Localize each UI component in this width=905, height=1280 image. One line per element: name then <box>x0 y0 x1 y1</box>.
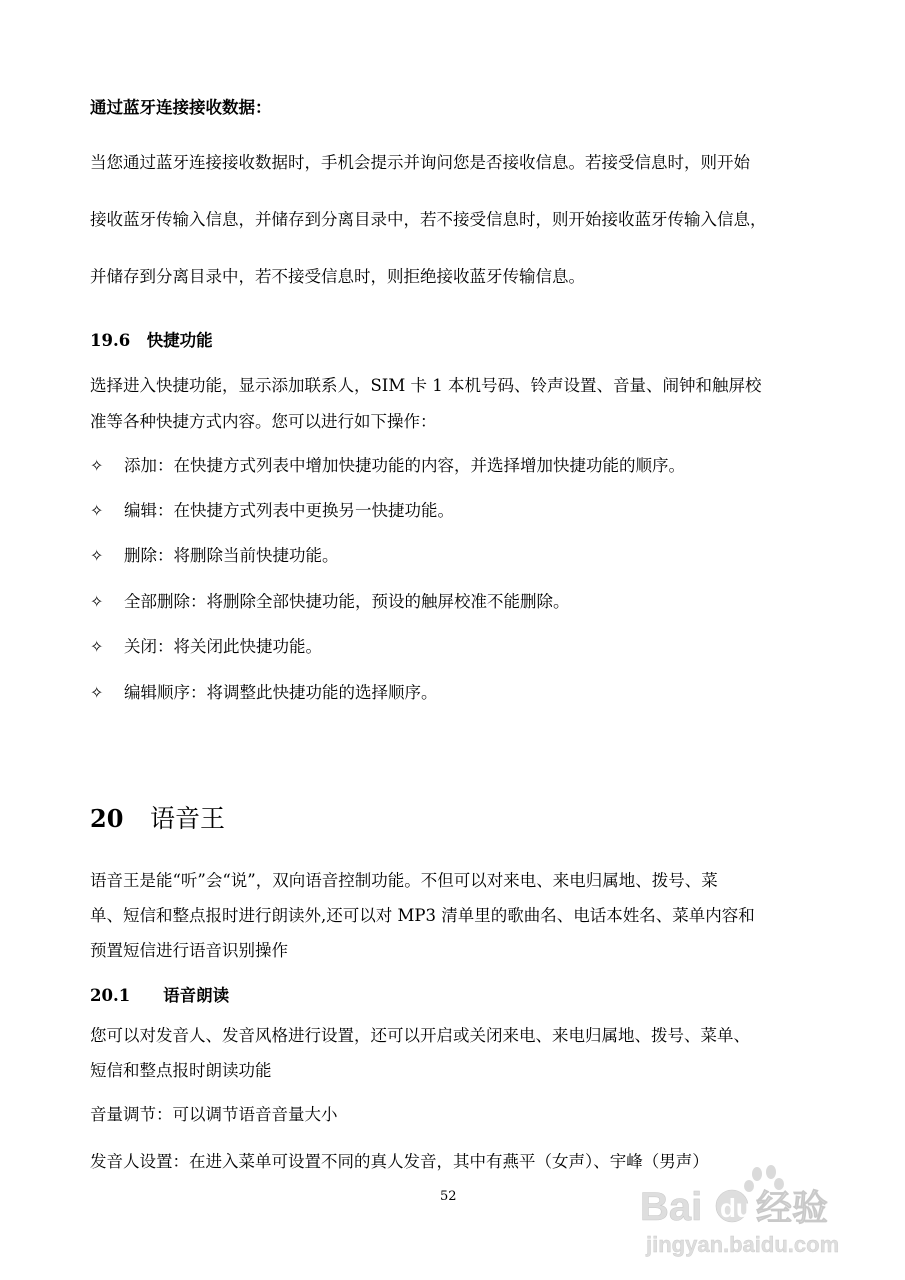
svg-text:jingyan.baidu.com: jingyan.baidu.com <box>646 1232 840 1257</box>
chapter-20-title: 语音王 <box>150 804 226 833</box>
shortcut-op-edit: 编辑：在快捷方式列表中更换另一快捷功能。 <box>124 501 454 520</box>
bullet-diamond-icon: ✧ <box>90 592 104 611</box>
page-number: 52 <box>440 1189 457 1204</box>
bullet-diamond-icon: ✧ <box>90 501 104 520</box>
bullet-diamond-icon: ✧ <box>90 637 104 656</box>
shortcut-op-delete-all: 全部删除：将删除全部快捷功能，预设的触屏校准不能删除。 <box>124 592 570 611</box>
bullet-diamond-icon: ✧ <box>90 546 104 565</box>
bt-paragraph-line-2: 接收蓝牙传输入信息，并储存到分离目录中，若不接受信息时，则开始接收蓝牙传输入信息， <box>90 210 767 229</box>
volume-adjust-line: 音量调节：可以调节语音音量大小 <box>90 1105 338 1124</box>
section-20-1-line-1: 您可以对发音人、发音风格进行设置，还可以开启或关闭来电、来电归属地、拨号、菜单、 <box>90 1026 750 1045</box>
bt-receive-heading: 通过蓝牙连接接收数据： <box>90 98 272 117</box>
chapter-20-intro-line-1: 语音王是能“听”会“说”，双向语音控制功能。不但可以对来电、来电归属地、拨号、菜 <box>90 871 718 890</box>
bullet-diamond-icon: ✧ <box>90 456 104 475</box>
bt-paragraph-line-3: 并储存到分离目录中，若不接受信息时，则拒绝接收蓝牙传输信息。 <box>90 267 585 286</box>
speaker-setting-line: 发音人设置：在进入菜单可设置不同的真人发音，其中有燕平（女声）、宇峰（男声） <box>90 1152 709 1171</box>
shortcut-op-delete: 删除：将删除当前快捷功能。 <box>124 546 339 565</box>
svg-text:Bai: Bai <box>640 1185 703 1229</box>
shortcut-op-close: 关闭：将关闭此快捷功能。 <box>124 637 322 656</box>
svg-text:du: du <box>720 1193 752 1223</box>
section-19-6-intro-line-1: 选择进入快捷功能，显示添加联系人，SIM 卡 1 本机号码、铃声设置、音量、闹钟和触屏校 <box>90 376 762 395</box>
shortcut-op-add: 添加：在快捷方式列表中增加快捷功能的内容，并选择增加快捷功能的顺序。 <box>124 456 685 475</box>
section-19-6-intro-line-2: 准等各种快捷方式内容。您可以进行如下操作： <box>90 412 437 431</box>
section-20-1-line-2: 短信和整点报时朗读功能 <box>90 1061 272 1080</box>
chapter-20-intro-line-2: 单、短信和整点报时进行朗读外,还可以对 MP3 清单里的歌曲名、电话本姓名、菜单内容和 <box>90 906 755 925</box>
chapter-20-number: 20 <box>90 804 124 833</box>
baidu-jingyan-watermark <box>640 1162 860 1262</box>
shortcut-op-edit-order: 编辑顺序：将调整此快捷功能的选择顺序。 <box>124 683 438 702</box>
bt-paragraph-line-1: 当您通过蓝牙连接接收数据时，手机会提示并询问您是否接收信息。若接受信息时，则开始 <box>90 153 750 172</box>
section-20-1-heading: 20.1 语音朗读 <box>90 986 230 1005</box>
chapter-20-intro-line-3: 预置短信进行语音识别操作 <box>90 941 288 960</box>
svg-text:经验: 经验 <box>756 1188 829 1229</box>
section-19-6-heading: 19.6 快捷功能 <box>90 331 213 350</box>
bullet-diamond-icon: ✧ <box>90 683 104 702</box>
